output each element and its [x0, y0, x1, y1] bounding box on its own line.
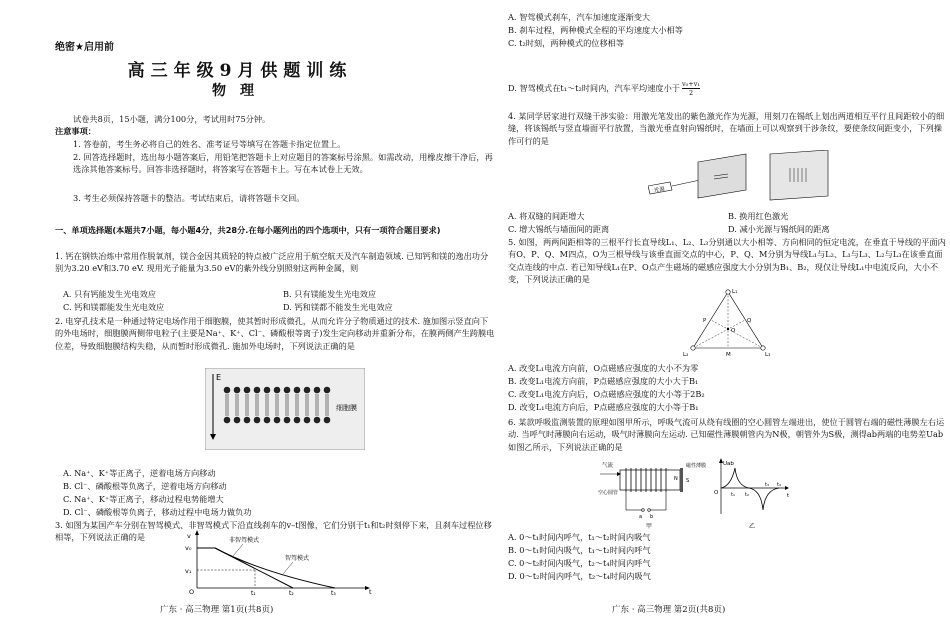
q3-label-smart: 智驾模式	[285, 555, 310, 562]
q6-label-yi: 乙	[749, 523, 756, 530]
q3-option-d-text: D. 智驾模式在t₁～t₂时间内，汽车平均速度小于	[508, 83, 680, 94]
q4-options-cd	[508, 223, 948, 235]
exam-info: 试卷共8页，15小题，满分100分，考试用时75分钟。	[73, 114, 271, 124]
q5-Q: Q	[747, 318, 752, 324]
q6-option-c[interactable]: C. 0～t₂时间内吸气，t₂～t₄时间内呼气	[508, 558, 651, 568]
q2-stem: 2. 电穿孔技术是一种通过特定电场作用于细胞膜，使其暂时形成微孔，从而允许分子物质通过的技术. 施加图示竖直向下的外电场时，细胞膜两侧带电粒子(主要是Na⁺、K⁺、Cl⁻、磷酸根等离子)发生定向移动并重新分布，在膜两侧产生跨膜电位差，导致细胞膜结构失稳，从而暂时形成微孔. 施加外电场时，下列说法正确的是	[55, 316, 495, 351]
q6-S: S	[686, 478, 690, 484]
q6-airflow: 气流	[602, 463, 614, 469]
q6-a: a	[639, 514, 643, 520]
q6-t-axis: t	[787, 493, 790, 499]
q3-option-a[interactable]: A. 智驾模式刹车，汽车加速度逐渐变大	[508, 12, 651, 22]
q3-axis-v: v	[187, 532, 191, 540]
q3-v1: v₁	[185, 567, 192, 575]
q4-options-ab	[508, 210, 948, 222]
q4-option-a[interactable]: A. 将双缝的间距增大	[508, 211, 585, 221]
q6-film	[680, 468, 683, 492]
q4-double-slit-figure	[648, 150, 833, 204]
q2-option-c[interactable]: C. Na⁺、K⁺等正离子，移动过程电势能增大	[63, 494, 224, 504]
q4-option-d[interactable]: D. 减小光源与锡纸间的距离	[728, 224, 830, 234]
q6-b: b	[650, 514, 654, 520]
q3-vt-graph	[185, 530, 385, 596]
q6-option-d[interactable]: D. 0～t₂时间内呼气，t₂～t₄时间内吸气	[508, 571, 651, 581]
q5-stem: 5. 如图，两两间距相等的三根平行长直导线L₁、L₂、L₃分别通以大小相等、方向相同的恒定电流，在垂直于导线的平面内有O、P、Q、M四点，O为三根导线与该垂直面交点的中心，P、Q、M分别为导线L₁与L₂、L₁与L₃、L₂与L₃在该垂直面交点连线的中点. 若已知导线L₁在P、O点产生磁场的磁感应强度大小分别为B₁、B₂，现仅让导线L₁中电流反向，大小不变，下列说法正确的是	[508, 237, 946, 285]
q1-options-ab	[63, 288, 503, 300]
wall	[770, 150, 828, 200]
q2-option-d[interactable]: D. Cl⁻、磷酸根等负离子，移动过程中电场力做负功	[63, 507, 252, 517]
tin-foil	[698, 154, 746, 198]
q6-t3: t₃	[765, 482, 769, 488]
q6-option-a[interactable]: A. 0～t₁时间内呼气，t₁～t₂时间内吸气	[508, 532, 651, 542]
q2-membrane-figure	[205, 368, 365, 450]
q5-option-a[interactable]: A. 改变L₁电流方向前，O点磁感应强度的大小不为零	[508, 363, 699, 373]
q1-option-b[interactable]: B. 只有镁能发生光电效应	[283, 289, 377, 299]
q3-option-b[interactable]: B. 刹车过程，两种模式全程的平均速度大小相等	[508, 25, 683, 35]
q1-options-cd	[63, 301, 503, 313]
q5-P: P	[703, 318, 707, 324]
q4-option-b[interactable]: B. 换用红色激光	[728, 211, 789, 221]
q3-fraction-den: 2	[688, 89, 694, 97]
q6-t2: t₂	[745, 492, 749, 498]
q1-option-c[interactable]: C. 钙和镁都能发生光电效应	[63, 302, 165, 312]
q5-L1: L₁	[732, 289, 738, 295]
q5-L2: L₂	[683, 352, 689, 358]
q6-film-label: 磁性薄膜	[686, 463, 706, 469]
footer-page2: 广东 · 高三物理 第2页(共8页)	[612, 605, 726, 615]
notice-title: 注意事项：	[55, 126, 96, 136]
q3-t2: t₂	[289, 590, 294, 596]
q1-option-d[interactable]: D. 钙和镁都不能发生光电效应	[283, 302, 393, 312]
q4-light-source: 光源	[653, 186, 666, 194]
q5-O: O	[731, 328, 736, 334]
q5-option-d[interactable]: D. 改变L₁电流方向后，P点磁感应强度的大小等于B₁	[508, 402, 699, 412]
q5-L3: L₃	[765, 352, 771, 358]
q5-option-b[interactable]: B. 改变L₁电流方向前，P点磁感应强度的大小大于B₁	[508, 376, 699, 386]
q3-label-nonsmart: 非智驾模式	[229, 537, 260, 544]
q6-label-jia: 甲	[646, 523, 653, 530]
q6-t4: t₄	[777, 482, 781, 488]
q5-wires-figure	[683, 286, 773, 358]
q3-option-d-fraction	[682, 80, 700, 97]
subject-title: 物理	[212, 83, 268, 99]
q6-N: N	[674, 476, 678, 482]
q6-tube	[620, 470, 680, 490]
q6-uab: Uab	[723, 461, 734, 467]
q3-axis-t: t	[369, 588, 372, 596]
q1-option-a[interactable]: A. 只有钙能发生光电效应	[63, 289, 156, 299]
footer-page1: 广东 · 高三物理 第1页(共8页)	[160, 605, 274, 615]
q6-origin: O	[714, 490, 719, 496]
q6-uab-curve	[721, 468, 779, 510]
q3-t3: t₃	[331, 590, 336, 596]
notice-1: 1. 答卷前，考生务必将自己的姓名、准考证号等填写在答题卡指定位置上。	[73, 139, 346, 149]
q5-M: M	[726, 352, 731, 358]
notice-3: 3. 考生必须保持答题卡的整洁。考试结束后，请将答题卡交回。	[73, 193, 305, 203]
notice-2: 2. 回答选择题时，选出每小题答案后，用铅笔把答题卡上对应题目的答案标号涂黑。如需改动，用橡皮擦干净后，再选涂其他答案标号。回答非选择题时，将答案写在答题卡上。写在本试卷上无效。	[73, 152, 493, 175]
q3-origin: O	[189, 588, 195, 596]
exam-title: 高三年级9月供题训练	[127, 61, 353, 81]
q5-option-c[interactable]: C. 改变L₁电流方向后，O点磁感应强度的大小等于2B₂	[508, 389, 705, 399]
q3-v0: v₀	[185, 544, 192, 552]
q2-option-b[interactable]: B. Cl⁻、磷酸根等负离子，逆着电场方向移动	[63, 481, 227, 491]
q4-option-c[interactable]: C. 增大锡纸与墙面间的距离	[508, 224, 610, 234]
q1-stem: 1. 钙在钢铁冶炼中常用作脱氧剂，镁合金因其质轻的特点被广泛应用于航空航天及汽车制造领域. 已知钙和镁的逸出功分别为3.20 eV和3.70 eV. 现用光子能量为3.50 eV的紫外线分别照射这两种金属，则	[55, 251, 489, 274]
q4-stem: 4. 某同学居家进行双缝干涉实验：用激光笔发出的紫色激光作为光源，用刻刀在锡纸上划出两道相互平行且间距较小的细缝，将该锡纸与竖直墙面平行放置，当激光垂直射向锡纸时，在墙面上可以观察到干涉条纹，要使条纹间距变小，下列操作可行的是	[508, 111, 945, 146]
section-title: 一、单项选择题(本题共7小题，每小题4分，共28分.在每小题列出的四个选项中，只有一项符合题目要求)	[55, 225, 441, 235]
q3-t1: t₁	[251, 590, 256, 596]
q3-option-c[interactable]: C. t₂时刻，两种模式的位移相等	[508, 38, 625, 48]
q6-stem: 6. 某款呼吸监测装置的原理如图甲所示，呼吸气流可从绕有线圈的空心圆管左端进出，使位于圆管右端的磁性薄膜左右运动. 当呼气时薄膜向右运动，吸气时薄膜向左运动. 已知磁性薄膜朝管内为N极，朝管外为S极，测得ab两端的电势差Uab如图乙所示，下列说法正确的是	[508, 417, 945, 452]
q6-tube-label: 空心圆管	[598, 490, 619, 496]
q3-curve-smart	[215, 548, 335, 588]
q3-fraction-num: v₀+v₁	[682, 80, 701, 88]
q2-field-label: E	[216, 373, 222, 382]
q6-figure-yi	[713, 458, 793, 530]
q2-figure-label: 细胞膜	[336, 404, 357, 412]
q6-option-b[interactable]: B. 0～t₁时间内吸气，t₁～t₂时间内呼气	[508, 545, 651, 555]
q2-option-a[interactable]: A. Na⁺、K⁺等正离子，逆着电场方向移动	[63, 468, 216, 478]
q3-option-d[interactable]	[508, 80, 700, 97]
secret-label: 绝密★启用前	[55, 42, 114, 53]
q6-t1: t₁	[731, 492, 735, 498]
q6-figure-jia	[598, 458, 706, 530]
q3-stem: 3. 如图为某国产车分别在智驾模式、非智驾模式下沿直线刹车的v–t图像，它们分别于t₁和t₂时刻停下来，且刹车过程位移相等，下列说法正确的是	[55, 520, 492, 543]
